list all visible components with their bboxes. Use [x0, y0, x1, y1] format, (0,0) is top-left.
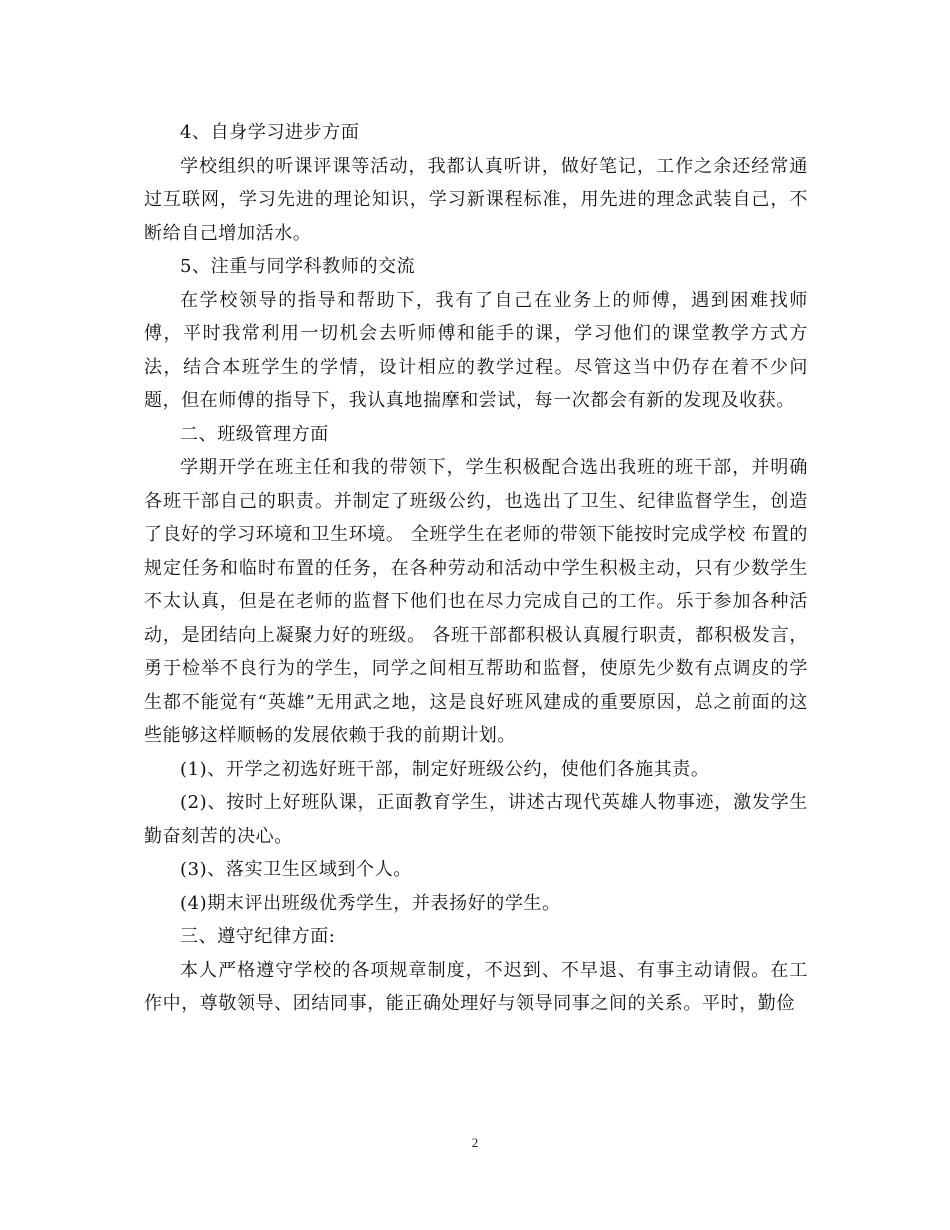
heading-discipline: 三、遵守纪律方面:: [180, 926, 336, 947]
paragraph-discipline: 本人严格遵守学校的各项规章制度，不迟到、不早退、有事主动请假。在工作中，尊敬领导、团结同事，能正确处理好与领导同事之间的关系。平时，勤俭: [144, 959, 808, 1014]
page-body: [144, 116, 808, 1021]
list-item-3: (3)、落实卫生区域到个人。: [180, 859, 412, 880]
heading-class-management: 二、班级管理方面: [180, 423, 329, 445]
paragraph-class-management: 学期开学在班主任和我的带领下，学生积极配合选出我班的班干部，并明确各班干部自己的职责。并制定了班级公约，也选出了卫生、纪律监督学生，创造了良好的学习环境和卫生环境。 全班学生在老师的带领下能按时完成学校 布置的规定任务和临时布置的任务，在各种劳动和活动中学生积极主动，只有少数学生不太认真，但是在老师的监督下他们也在尽力完成自己的工作。乐于参加各种活动，是团结向上凝聚力好的班级。 各班干部都积极认真履行职责，都积极发言，勇于检举不良行为的学生，同学之间相互帮助和监督，使原先少数有点调皮的学生都不能觉有“英雄”无用武之地，这是良好班风建成的重要原因，总之前面的这些能够这样顺畅的发展依赖于我的前期计划。: [144, 457, 808, 746]
list-item-2: (2)、按时上好班队课，正面教育学生，讲述古现代英雄人物事迹，激发学生勤奋刻苦的决心。: [144, 792, 808, 847]
list-item-1: (1)、开学之初选好班干部，制定好班级公约，使他们各施其责。: [180, 758, 710, 780]
heading-peer-exchange: 5、注重与同学科教师的交流: [180, 256, 416, 277]
paragraph-self-study: 学校组织的听课评课等活动，我都认真听讲，做好笔记，工作之余还经常通过互联网，学习先进的理论知识，学习新课程标准，用先进的理念武装自己，不断给自己增加活水。: [144, 155, 808, 244]
page-number: 2: [471, 1135, 479, 1150]
paragraph-peer-exchange: 在学校领导的指导和帮助下，我有了自己在业务上的师傅，遇到困难找师傅，平时我常利用一切机会去听师傅和能手的课，学习他们的课堂教学方式方法，结合本班学生的学情，设计相应的教学过程。尽管这当中仍存在着不少问题，但在师傅的指导下，我认真地揣摩和尝试，每一次都会有新的发现及收获。: [144, 289, 808, 411]
list-item-4: (4)期末评出班级优秀学生，并表扬好的学生。: [180, 892, 561, 914]
heading-self-study: 4、自身学习进步方面: [180, 122, 360, 143]
